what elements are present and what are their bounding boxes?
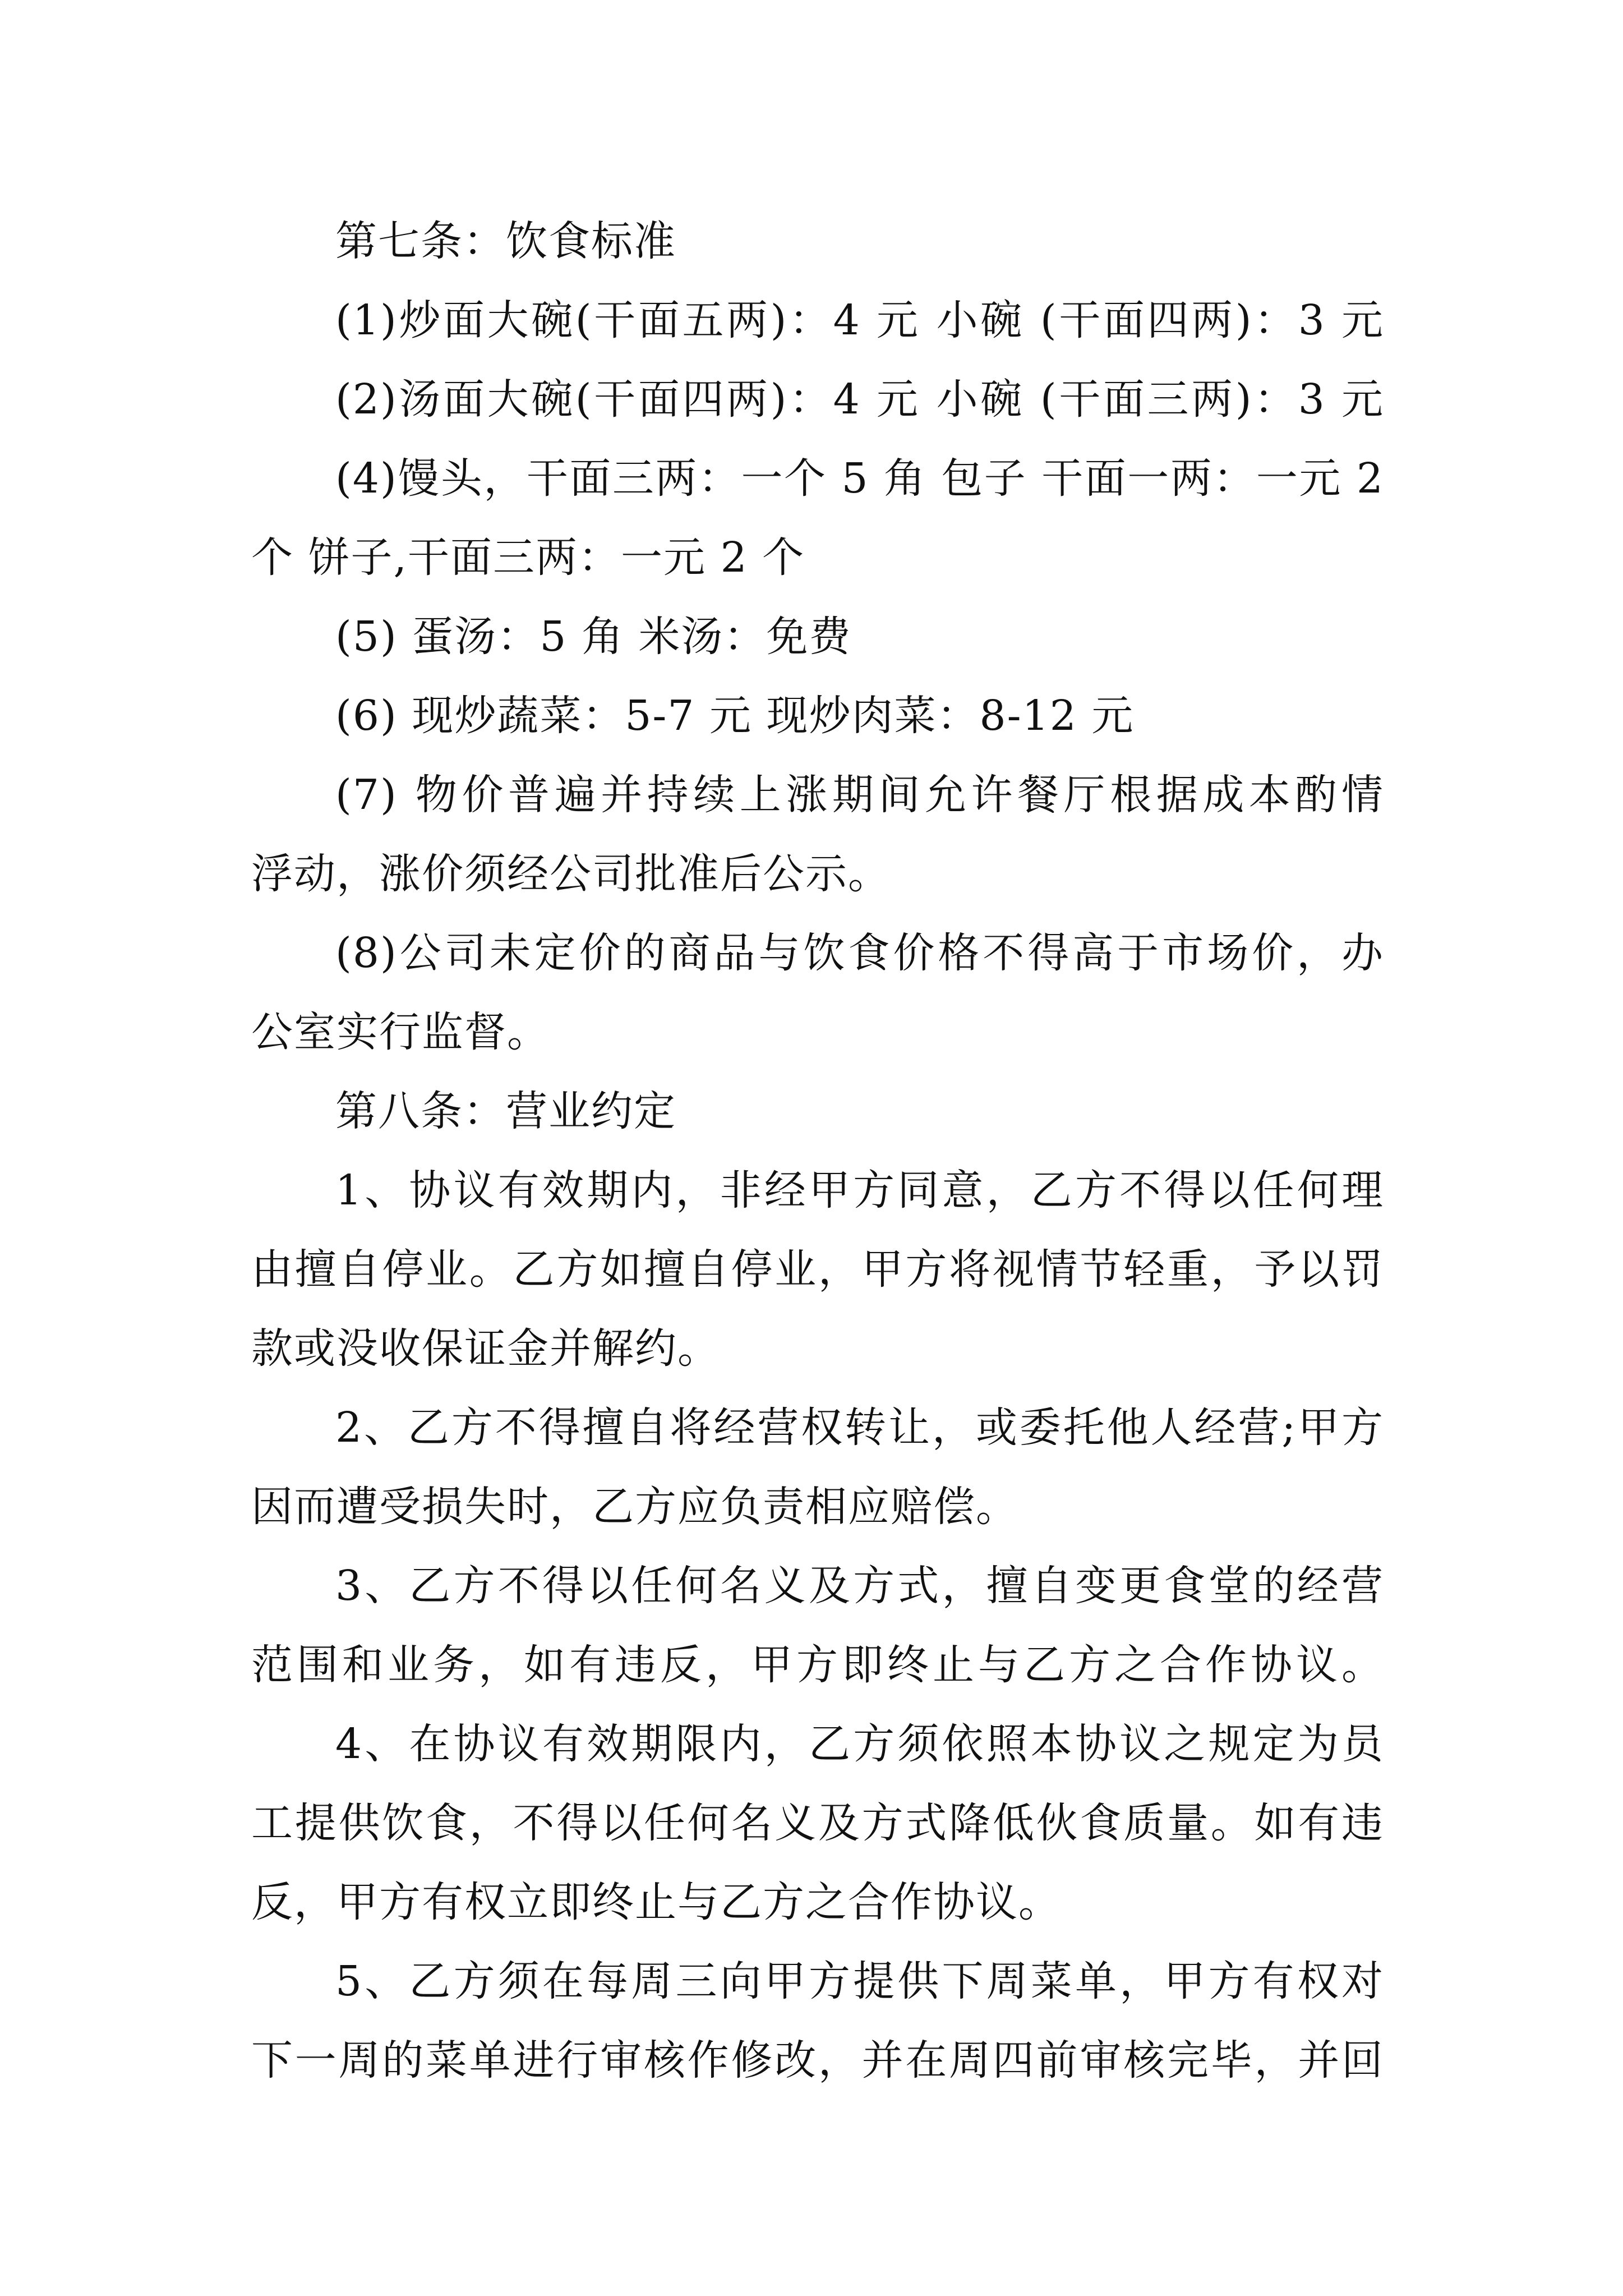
text-line: 工提供饮食，不得以任何名义及方式降低伙食质量。如有违 xyxy=(251,1799,1384,1847)
text-line: (8)公司未定价的商品与饮食价格不得高于市场价，办 xyxy=(335,929,1384,977)
text-line: 2、乙方不得擅自将经营权转让，或委托他人经营;甲方 xyxy=(335,1404,1384,1452)
text-line: 5、乙方须在每周三向甲方提供下周菜单，甲方有权对 xyxy=(335,1957,1384,2005)
text-line: 1、协议有效期内，非经甲方同意，乙方不得以任何理 xyxy=(335,1166,1384,1214)
text-line: 由擅自停业。乙方如擅自停业，甲方将视情节轻重，予以罚 xyxy=(251,1245,1384,1294)
text-line: 公室实行监督。 xyxy=(251,1008,550,1056)
text-line: 反，甲方有权立即终止与乙方之合作协议。 xyxy=(251,1878,1061,1926)
text-line: 因而遭受损失时，乙方应负责相应赔偿。 xyxy=(251,1483,1018,1531)
text-line: (2)汤面大碗(干面四两)：4 元 小碗 (干面三两)：3 元 xyxy=(335,375,1384,424)
text-line: (7) 物价普遍并持续上涨期间允许餐厅根据成本酌情 xyxy=(335,771,1384,819)
text-line: 浮动，涨价须经公司批准后公示。 xyxy=(251,850,891,898)
article-8-heading: 第八条：营业约定 xyxy=(335,1087,676,1135)
text-line: 个 饼子,干面三两：一元 2 个 xyxy=(251,533,805,582)
text-line: 4、在协议有效期限内，乙方须依照本协议之规定为员 xyxy=(335,1720,1384,1768)
text-line: 3、乙方不得以任何名义及方式，擅自变更食堂的经营 xyxy=(335,1562,1384,1610)
text-line: (1)炒面大碗(干面五两)：4 元 小碗 (干面四两)：3 元 xyxy=(335,296,1384,344)
text-line: (5) 蛋汤：5 角 米汤：免费 xyxy=(335,613,852,661)
text-line: 款或没收保证金并解约。 xyxy=(251,1324,720,1373)
text-line: 下一周的菜单进行审核作修改，并在周四前审核完毕，并回 xyxy=(251,2036,1384,2085)
document-page xyxy=(251,202,1384,2100)
text-line: (6) 现炒蔬菜：5-7 元 现炒肉菜：8-12 元 xyxy=(335,692,1135,740)
article-7-heading: 第七条：饮食标准 xyxy=(335,217,676,265)
text-line: 范围和业务，如有违反，甲方即终止与乙方之合作协议。 xyxy=(251,1641,1384,1689)
text-line: (4)馒头，干面三两：一个 5 角 包子 干面一两：一元 2 xyxy=(335,454,1384,503)
